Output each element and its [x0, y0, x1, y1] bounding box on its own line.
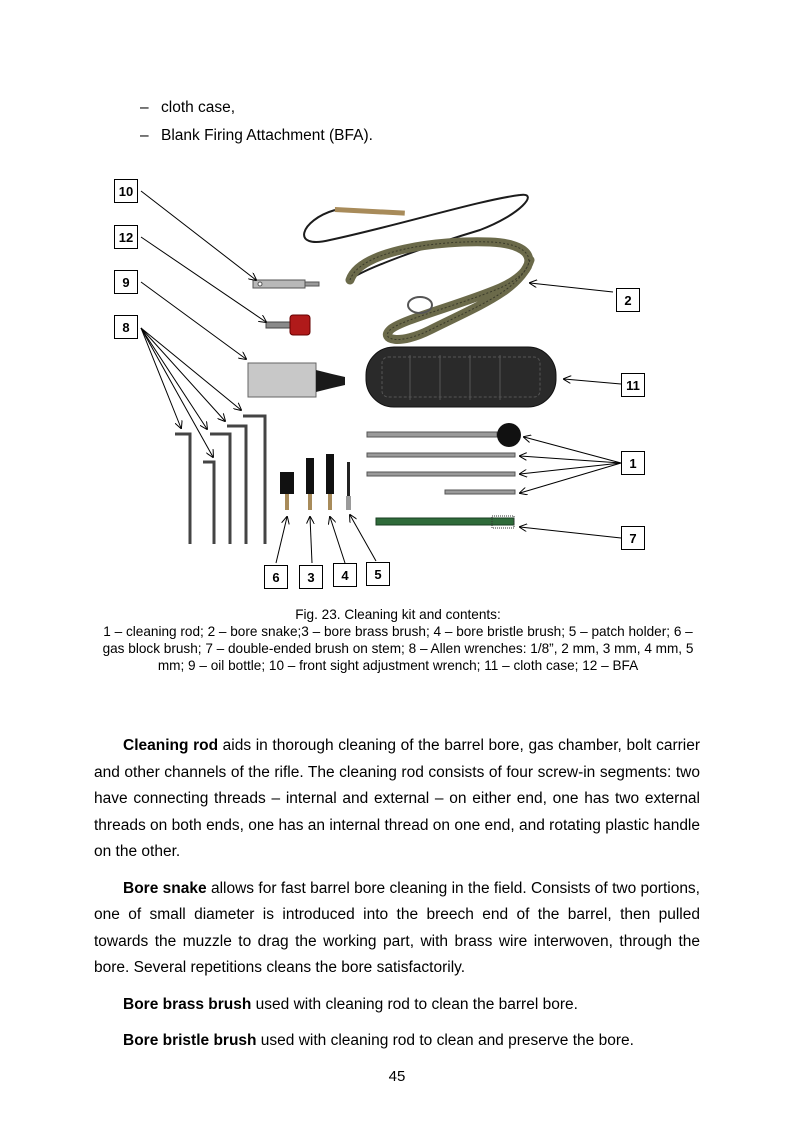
definition: used with cleaning rod to clean and preserve the bore.	[256, 1032, 634, 1049]
cleaning-rod	[367, 423, 521, 494]
gas-block-brush	[280, 472, 294, 510]
body-text	[94, 733, 700, 1065]
callout-2: 2	[616, 288, 640, 312]
caption-items: 1 – cleaning rod; 2 – bore snake;3 – bore brass brush; 4 – bore bristle brush; 5 – patch holder; 6 – gas block brush; 7 – double-ended brush on stem; 8 – Allen wrenches: 1/8”, 2 mm, 3 mm, 4 mm, 5 mm; 9 – oil bottle; 10 – front sight adjustment wrench; 11 – cloth case; 12 – BFA	[102, 624, 694, 673]
callout-5: 5	[366, 562, 390, 586]
cleaning-kit-illustration	[100, 170, 660, 600]
double-ended-brush	[376, 516, 514, 528]
page-number: 45	[388, 1068, 406, 1085]
caption-title: Fig. 23. Cleaning kit and contents:	[295, 607, 501, 622]
callout-4: 4	[333, 563, 357, 587]
oil-bottle	[248, 363, 345, 397]
callout-11: 11	[621, 373, 645, 397]
bfa	[266, 315, 310, 335]
bullet-list	[140, 94, 373, 150]
term: Bore bristle brush	[123, 1032, 257, 1049]
cloth-case	[366, 347, 556, 407]
callout-1: 1	[621, 451, 645, 475]
bore-bristle-brush	[326, 454, 334, 510]
list-item-text: cloth case,	[161, 99, 236, 116]
list-item-text: Blank Firing Attachment (BFA).	[161, 127, 373, 144]
allen-wrenches	[175, 416, 265, 544]
paragraph-cleaning-rod	[94, 733, 700, 866]
term: Bore snake	[123, 879, 207, 897]
definition: allows for fast barrel bore cleaning in the field. Consists of two portions, one of small diameter is introduced into the breech end of the barrel, then pulled towards the muzzle to drag the working part, with brass wire interwoven, through the bore. Several repetitions cleans the bore satisfactorily.	[94, 879, 700, 976]
list-item	[140, 94, 373, 122]
term: Cleaning rod	[123, 737, 219, 754]
patch-holder	[346, 462, 351, 510]
definition: aids in thorough cleaning of the barrel bore, gas chamber, bolt carrier and other channels of the rifle. The cleaning rod consists of four screw-in segments: two have connecting threads – internal and external – on either end, one has two external threads on both ends, one has an internal thread on one end, and rotating plastic handle on the other.	[94, 737, 700, 860]
callout-7: 7	[621, 526, 645, 550]
callout-9: 9	[114, 270, 138, 294]
cleaning-kit-figure	[100, 170, 660, 600]
list-item	[140, 122, 373, 150]
definition: used with cleaning rod to clean the barrel bore.	[251, 995, 578, 1013]
callout-6: 6	[264, 565, 288, 589]
callout-8: 8	[114, 315, 138, 339]
front-sight-wrench	[253, 280, 319, 288]
callout-10: 10	[114, 179, 138, 203]
callout-12: 12	[114, 225, 138, 249]
list-dash: –	[140, 127, 149, 144]
list-dash: –	[140, 99, 149, 116]
term: Bore brass brush	[123, 995, 252, 1013]
callout-3: 3	[299, 565, 323, 589]
paragraph-bore-bristle-brush	[94, 1028, 700, 1055]
bore-snake	[304, 195, 530, 340]
figure-caption	[96, 606, 700, 674]
paragraph-bore-brass-brush	[94, 992, 700, 1019]
bore-brass-brush	[306, 458, 314, 510]
paragraph-bore-snake	[94, 876, 700, 982]
